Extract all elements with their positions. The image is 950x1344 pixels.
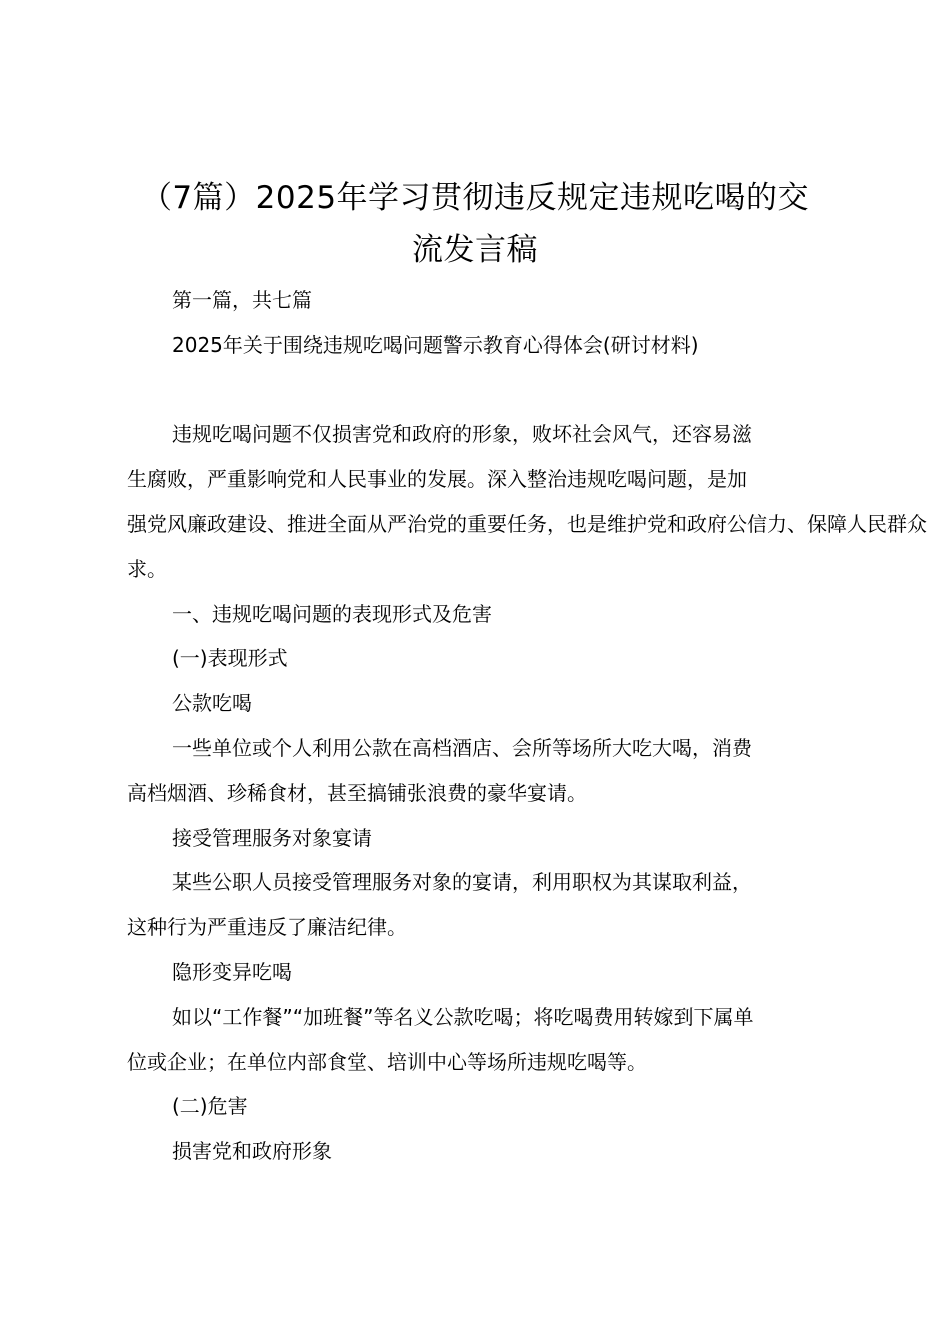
item-text-line: 一些单位或个人利用公款在高档酒店、会所等场所大吃大喝，消费	[172, 735, 752, 760]
subsection-heading: (二)危害	[172, 1094, 248, 1119]
subsection-heading: (一)表现形式	[172, 646, 288, 671]
intro-line-1: 违规吃喝问题不仅损害党和政府的形象，败坏社会风气，还容易滋	[172, 422, 752, 447]
item-heading: 损害党和政府形象	[172, 1139, 332, 1164]
blank-line	[127, 368, 950, 413]
title-line-2: 流发言稿	[412, 232, 538, 268]
part-subtitle: 第一篇，共七篇	[172, 288, 312, 312]
item-text-line: 某些公职人员接受管理服务对象的宴请，利用职权为其谋取利益，	[172, 870, 752, 895]
item-text-line: 高档烟酒、珍稀食材，甚至搞铺张浪费的豪华宴请。	[127, 780, 587, 805]
item-heading: 隐形变异吃喝	[172, 959, 292, 984]
item-text-line: 这种行为严重违反了廉洁纪律。	[127, 915, 407, 940]
item-text-line: 位或企业；在单位内部食堂、培训中心等场所违规吃喝等。	[127, 1049, 647, 1074]
article-title: 2025年关于围绕违规吃喝问题警示教育心得体会(研讨材料)	[172, 332, 699, 357]
item-text-line: 如以“工作餐”“加班餐”等名义公款吃喝；将吃喝费用转嫁到下属单	[172, 1004, 754, 1029]
item-heading: 接受管理服务对象宴请	[172, 825, 372, 850]
document-title	[100, 172, 850, 276]
document-body	[127, 278, 950, 1174]
item-heading: 公款吃喝	[172, 691, 252, 716]
intro-line-4: 求。	[127, 556, 167, 581]
section-heading: 一、违规吃喝问题的表现形式及危害	[172, 601, 492, 626]
intro-line-3: 强党风廉政建设、推进全面从严治党的重要任务，也是维护党和政府公信力、保障人民群众	[127, 511, 927, 536]
title-line-1: （7篇）2025年学习贯彻违反规定违规吃喝的交	[140, 180, 810, 216]
intro-line-2: 生腐败，严重影响党和人民事业的发展。深入整治违规吃喝问题，是加	[127, 467, 747, 492]
